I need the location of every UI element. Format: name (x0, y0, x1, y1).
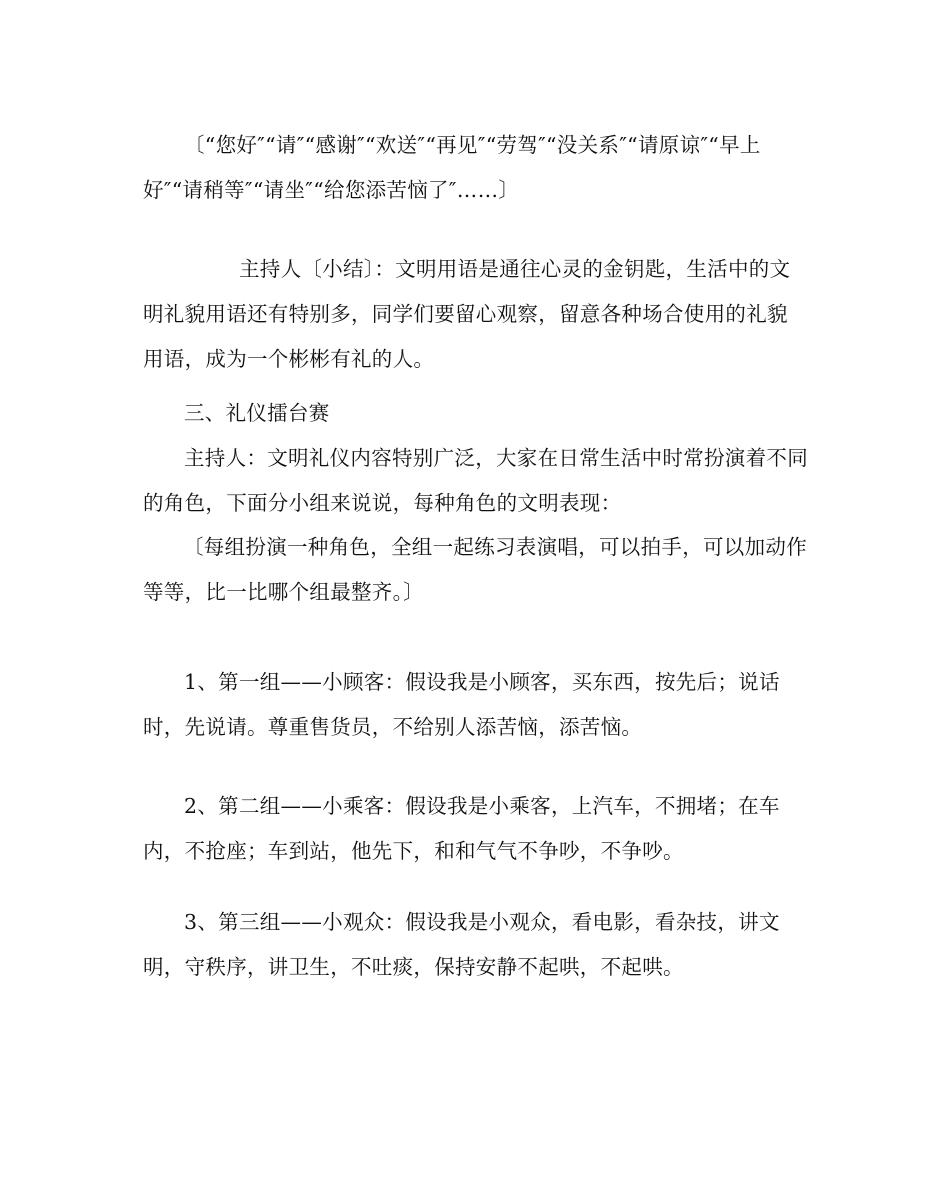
paragraph-host-summary: 主持人〔小结〕：文明用语是通往心灵的金钥匙，生活中的文明礼貌用语还有特别多，同学们要留心观察，留意各种场合使用的礼貌用语，成为一个彬彬有礼的人。 (143, 257, 791, 371)
paragraph-group-instructions: 〔每组扮演一种角色，全组一起练习表演唱，可以拍手，可以加动作等等，比一比哪个组最整齐。〕 (143, 535, 807, 604)
section-heading-etiquette-contest: 三、礼仪擂台赛 (184, 401, 330, 425)
paragraph-group-three: 3、第三组——小观众：假设我是小观众，看电影，看杂技，讲文明，守秩序，讲卫生，不吐痰，保持安静不起哄，不起哄。 (143, 910, 780, 979)
paragraph-group-two: 2、第二组——小乘客：假设我是小乘客，上汽车，不拥堵；在车内，不抢座；车到站，他先下，和和气气不争吵，不争吵。 (143, 794, 780, 863)
paragraph-group-one: 1、第一组——小顾客：假设我是小顾客，买东西，按先后；说话时，先说请。尊重售货员，不给别人添苦恼，添苦恼。 (143, 670, 780, 739)
paragraph-polite-phrases: 〔“您好″“请″“感谢″“欢送″“再见″“劳驾″“没关系″“请原谅″“早上好″“请稍等″“请坐″“给您添苦恼了″……〕 (143, 133, 761, 202)
paragraph-host-intro: 主持人：文明礼仪内容特别广泛，大家在日常生活中时常扮演着不同的角色，下面分小组来说说，每种角色的文明表现： (143, 446, 808, 515)
